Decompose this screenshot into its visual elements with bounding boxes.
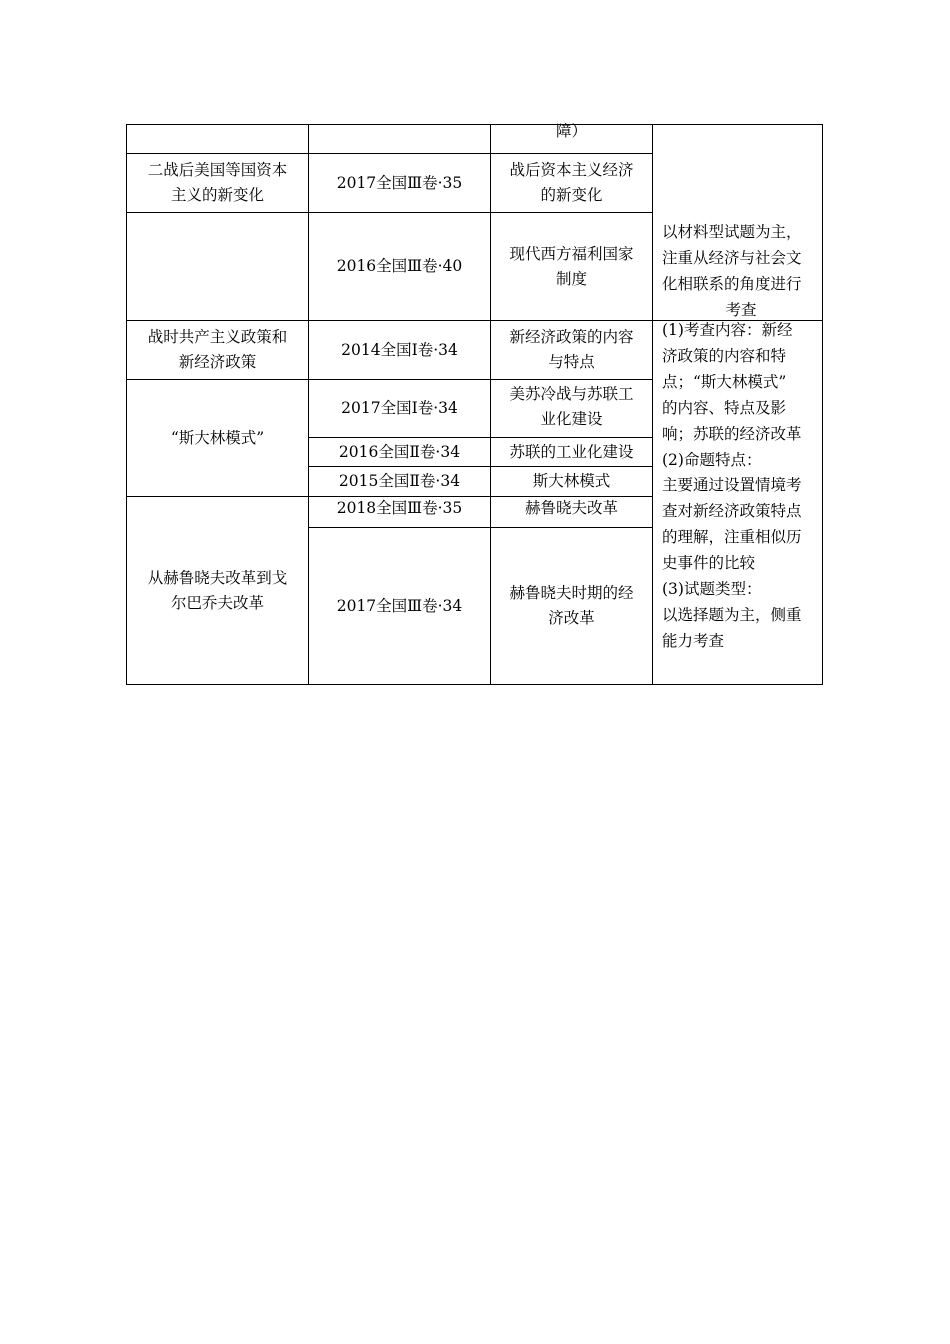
content-cell [491,119,652,153]
exam-cell [309,467,490,496]
exam-label: 2017全国Ⅰ卷·34 [341,399,458,417]
content-line: 障） [555,122,587,140]
content-line: 斯大林模式 [532,472,611,490]
topic-label: “斯大林模式” [170,428,265,447]
exam-cell [309,321,490,379]
topic-cell [127,321,308,379]
content-line: 的新变化 [540,186,603,204]
note-line: 响；苏联的经济改革 [662,424,802,443]
exam-label: 2018全国Ⅲ卷·35 [336,498,463,517]
note-line: 史事件的比较 [662,554,756,573]
note-line: 济政策的内容和特 [662,346,787,365]
content-line: 济改革 [548,609,595,627]
content-cell [491,213,652,320]
exam-label: 2016全国Ⅲ卷·40 [336,257,463,275]
content-cell [491,154,652,212]
table-border-bottom [126,684,823,685]
content-line: 苏联的工业化建设 [509,442,634,461]
col-divider-3 [652,124,653,685]
table-border-top [126,124,823,125]
content-line: 新经济政策的内容 [509,328,634,346]
content-cell [491,438,652,466]
note-line: 能力考查 [662,631,725,650]
topic-line: 主义的新变化 [170,186,264,204]
exam-label: 2014全国Ⅰ卷·34 [341,340,458,359]
notes-lower-cell [662,318,820,684]
content-line: 现代西方福利国家 [509,244,634,263]
content-line: 赫鲁晓夫时期的经 [509,584,634,602]
notes-upper-cell [662,219,820,320]
content-cell [491,528,652,684]
exam-label: 2017全国Ⅲ卷·35 [336,173,463,192]
note-line: 考查 [725,301,757,319]
content-line: 赫鲁晓夫改革 [524,498,618,517]
topic-line: 从赫鲁晓夫改革到戈 [147,568,288,587]
topic-line: 战时共产主义政策和 [147,328,288,346]
exam-cell [309,154,490,212]
content-cell [491,493,652,523]
content-line: 制度 [555,269,587,288]
note-line: 的理解，注重相似历 [662,528,802,547]
exam-label: 2016全国Ⅱ卷·34 [338,442,461,461]
topic-cell [127,154,308,212]
note-line: 化相联系的角度进行 [662,275,802,293]
note-line: 以选择题为主，侧重 [662,605,802,624]
content-line: 业化建设 [540,409,603,428]
content-cell [491,467,652,496]
topic-line: 新经济政策 [178,353,257,371]
table-border-right [822,124,823,685]
exam-label: 2017全国Ⅲ卷·34 [336,596,463,615]
content-line: 美苏冷战与苏联工 [509,384,634,403]
content-cell [491,321,652,379]
note-line: (2)命题特点： [662,450,762,469]
exam-cell [309,438,490,466]
note-line: 查对新经济政策特点 [662,502,802,521]
topic-cell [127,497,308,684]
content-line: 战后资本主义经济 [509,161,634,179]
content-line: 与特点 [548,353,595,371]
topic-line: 尔巴乔夫改革 [170,593,264,612]
note-line: 以材料型试题为主， [662,223,802,241]
note-line: (1)考查内容：新经 [662,321,793,339]
content-cell [491,376,652,437]
exam-cell [309,213,490,320]
note-line: 注重从经济与社会文 [662,249,802,267]
exam-label: 2015全国Ⅱ卷·34 [338,472,461,490]
note-line: 主要通过设置情境考 [662,476,802,495]
topic-line: 二战后美国等国资本 [147,161,288,179]
note-line: 的内容、特点及影 [662,398,787,417]
note-line: 点；“斯大林模式” [662,372,787,391]
exam-cell [309,380,490,437]
exam-cell [309,528,490,684]
exam-cell [309,493,490,523]
topic-cell [127,380,308,496]
note-line: (3)试题类型： [662,580,762,599]
